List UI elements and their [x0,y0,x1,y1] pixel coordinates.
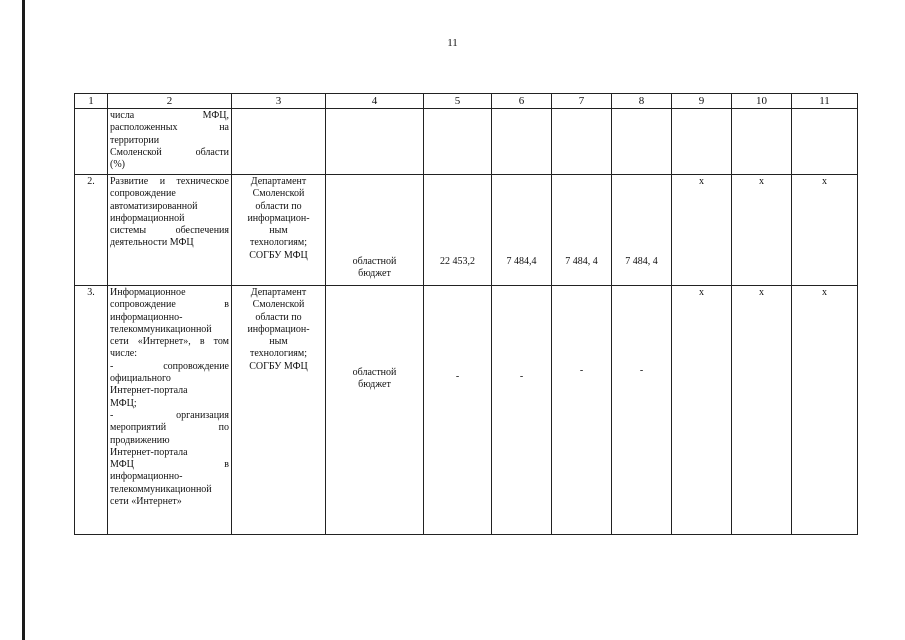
year3-cell: - [612,286,672,535]
mark-cell: x [792,175,858,286]
mark-cell: x [792,286,858,535]
column-header: 6 [492,94,552,109]
row-number: 3. [75,286,108,535]
table-row [75,175,858,286]
year1-cell: - [492,286,552,535]
table-row [75,286,858,535]
mark-cell: x [672,175,732,286]
row-name-cell: Информационное сопровождение в информационно- телекоммуникационной сети «Интернет», в том числе: - сопровождение официального Интернет-портала МФЦ; - организация мероприятий по продвижению Интернет-портала МФЦ в информационно- телекоммуникационной сети «Интернет» [108,286,232,535]
column-header: 8 [612,94,672,109]
mark-cell: x [732,175,792,286]
column-header: 2 [108,94,232,109]
scan-edge [22,0,25,640]
page-number: 11 [447,37,458,49]
column-header: 5 [424,94,492,109]
row-name-cell: Развитие и техническое сопровождение автоматизированной информационной системы обеспечения деятельности МФЦ [108,175,232,286]
column-header: 9 [672,94,732,109]
table-row-continuation [75,109,858,175]
row-number-cell [75,109,108,175]
year1-cell: 7 484,4 [492,175,552,286]
column-header: 3 [232,94,326,109]
total-cell: 22 453,2 [424,175,492,286]
year2-cell: 7 484, 4 [552,175,612,286]
year2-cell: - [552,286,612,535]
mark-cell: x [672,286,732,535]
year3-cell: 7 484, 4 [612,175,672,286]
funding-source-cell: областной бюджет [326,175,424,286]
total-cell: - [424,286,492,535]
executor-cell: Департамент Смоленской области по информацион- ным технологиям; СОГБУ МФЦ [232,286,326,535]
row-name-cell: числа МФЦ, расположенных на территории Смоленской области (%) [108,109,232,175]
column-header: 1 [75,94,108,109]
executor-cell: Департамент Смоленской области по информацион- ным технологиям; СОГБУ МФЦ [232,175,326,286]
column-header: 4 [326,94,424,109]
column-header: 7 [552,94,612,109]
budget-table [74,93,858,535]
column-header: 10 [732,94,792,109]
row-number: 2. [75,175,108,286]
mark-cell: x [732,286,792,535]
header-row [75,94,858,109]
funding-source-cell: областной бюджет [326,286,424,535]
column-header: 11 [792,94,858,109]
